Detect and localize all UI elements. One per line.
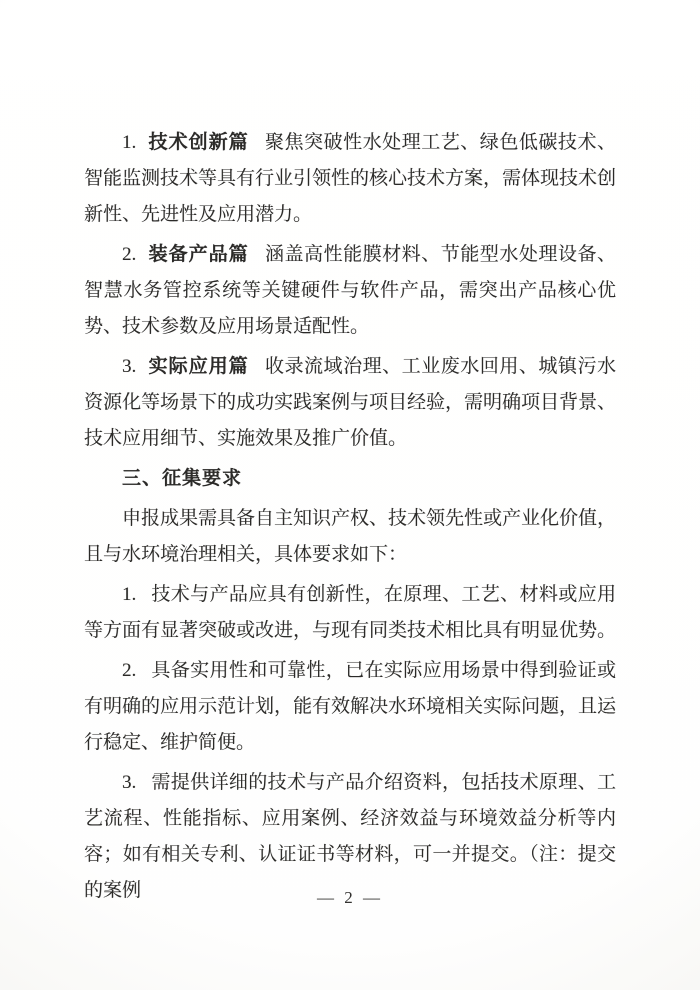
list-number: 1. [122,584,137,605]
list-item-title: 装备产品篇 [148,244,249,265]
list-item-text: 需提供详细的技术与产品介绍资料，包括技术原理、工艺流程、性能指标、应用案例、经济效益与环境效益分析等内容；如有相关专利、认证证书等材料，可一并提交。（注：提交的案例 [84,772,616,901]
requirement-item-practicality [84,653,616,761]
list-item-equipment-products [84,237,616,345]
list-item-title: 实际应用篇 [148,356,249,377]
paragraph-requirements-intro: 申报成果需具备自主知识产权、技术领先性或产业化价值，且与水环境治理相关，具体要求如下： [84,508,617,565]
requirement-item-innovativeness [84,577,616,649]
list-number: 2. [122,244,137,265]
list-item-text: 涵盖高性能膜材料、节能型水处理设备、智慧水务管控系统等关键硬件与软件产品，需突出产品核心优势、技术参数及应用场景适配性。 [84,244,616,337]
list-number: 3. [122,356,137,377]
list-item-text: 具备实用性和可靠性，已在实际应用场景中得到验证或有明确的应用示范计划，能有效解决水环境相关实际问题，且运行稳定、维护简便。 [84,660,617,753]
list-number: 3. [122,772,137,793]
list-number: 2. [122,660,137,681]
list-number: 1. [122,132,137,153]
list-item-title: 技术创新篇 [148,132,249,153]
list-item-tech-innovation [84,125,616,233]
section-heading-collection-requirements: 三、征集要求 [122,468,243,489]
list-item-practical-application [84,349,616,457]
list-item-text: 技术与产品应具有创新性，在原理、工艺、材料或应用等方面有显著突破或改进，与现有同类技术相比具有明显优势。 [84,584,617,641]
list-item-text: 收录流域治理、工业废水回用、城镇污水资源化等场景下的成功实践案例与项目经验，需明确项目背景、技术应用细节、实施效果及推广价值。 [84,356,617,449]
page-number: — 2 — [317,888,383,907]
list-item-text: 聚焦突破性水处理工艺、绿色低碳技术、智能监测技术等具有行业引领性的核心技术方案，需体现技术创新性、先进性及应用潜力。 [84,132,617,225]
